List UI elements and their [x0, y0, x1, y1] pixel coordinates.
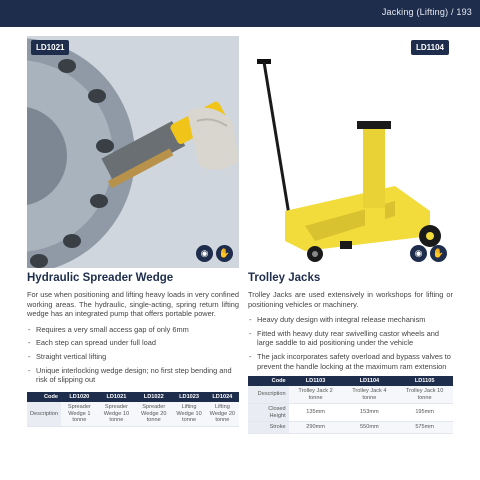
face-shield-icon: ◉ — [196, 245, 213, 262]
table-header: Code — [27, 392, 61, 402]
table-cell: Spreader Wedge 20 tonne — [135, 402, 172, 426]
table-header: LD1024 — [206, 392, 239, 402]
table-cell: Trolley Jack 2 tonne — [289, 386, 343, 404]
table-header-row — [27, 392, 239, 402]
feature-item: - Heavy duty design with integral release mechanism — [248, 315, 453, 325]
feature-item: - The jack incorporates safety overload and bypass valves to prevent the handle locking at the maximum ram extension — [248, 352, 453, 371]
product-code-tag: LD1021 — [31, 40, 69, 55]
section-intro: Trolley Jacks are used extensively in workshops for lifting or positioning vehicles or machinery. — [248, 290, 453, 309]
table-header: Code — [248, 376, 289, 386]
section-intro: For use when positioning and lifting heavy loads in very confined working areas. The hydraulic, single-acting, spring return lifting wedge has an integrated pump that offers portable power. — [27, 290, 239, 319]
table-header: LD1104 — [342, 376, 396, 386]
feature-list — [248, 315, 453, 371]
table-cell: 290mm — [289, 422, 343, 434]
ppe-icons — [410, 245, 447, 262]
feature-item: - Straight vertical lifting — [27, 352, 239, 362]
table-cell: 575mm — [396, 422, 453, 434]
row-label: Description — [248, 386, 289, 404]
table-cell: Spreader Wedge 1 tonne — [61, 402, 98, 426]
table-cell: Lifting Wedge 10 tonne — [172, 402, 205, 426]
feature-item: - Each step can spread under full load — [27, 338, 239, 348]
table-header: LD1105 — [396, 376, 453, 386]
trolley-jack-illustration — [245, 36, 453, 268]
table-cell: Spreader Wedge 10 tonne — [98, 402, 135, 426]
feature-item: - Requires a very small access gap of only 6mm — [27, 325, 239, 335]
trolley-jack-photo — [245, 36, 453, 268]
row-label: Description — [27, 402, 61, 426]
table-row — [248, 422, 453, 434]
page-header — [0, 0, 480, 27]
glove-icon: ✋ — [430, 245, 447, 262]
trolley-jack-text — [248, 290, 453, 375]
spreader-wedge-text — [27, 290, 239, 389]
page-title: Jacking (Lifting) / 193 — [381, 7, 472, 17]
table-row — [248, 386, 453, 404]
section-heading: Trolley Jacks — [248, 272, 321, 284]
spreader-wedge-photo — [27, 36, 239, 268]
row-label: Closed Height — [248, 404, 289, 422]
row-label: Stroke — [248, 422, 289, 434]
table-header: LD1022 — [135, 392, 172, 402]
feature-item: - Fitted with heavy duty rear swivelling castor wheels and large saddle to aid positioning under the vehicle — [248, 329, 453, 348]
ppe-icons — [196, 245, 233, 262]
table-header: LD1020 — [61, 392, 98, 402]
table-row — [27, 402, 239, 426]
table-header: LD1103 — [289, 376, 343, 386]
table-cell: 195mm — [396, 404, 453, 422]
spreader-wedge-illustration — [27, 36, 239, 268]
table-cell: 153mm — [342, 404, 396, 422]
spreader-wedge-spec-table — [27, 392, 239, 427]
feature-list — [27, 325, 239, 385]
face-shield-icon: ◉ — [410, 245, 427, 262]
table-header-row — [248, 376, 453, 386]
table-cell: 550mm — [342, 422, 396, 434]
product-code-tag: LD1104 — [411, 40, 449, 55]
table-header: LD1023 — [172, 392, 205, 402]
table-header: LD1021 — [98, 392, 135, 402]
feature-item: - Unique interlocking wedge design; no first step bending and risk of slipping out — [27, 366, 239, 385]
table-cell: Trolley Jack 4 tonne — [342, 386, 396, 404]
table-cell: 135mm — [289, 404, 343, 422]
table-cell: Lifting Wedge 20 tonne — [206, 402, 239, 426]
trolley-jack-spec-table — [248, 376, 453, 434]
table-row — [248, 404, 453, 422]
glove-icon: ✋ — [216, 245, 233, 262]
section-heading: Hydraulic Spreader Wedge — [27, 272, 174, 284]
table-cell: Trolley Jack 10 tonne — [396, 386, 453, 404]
